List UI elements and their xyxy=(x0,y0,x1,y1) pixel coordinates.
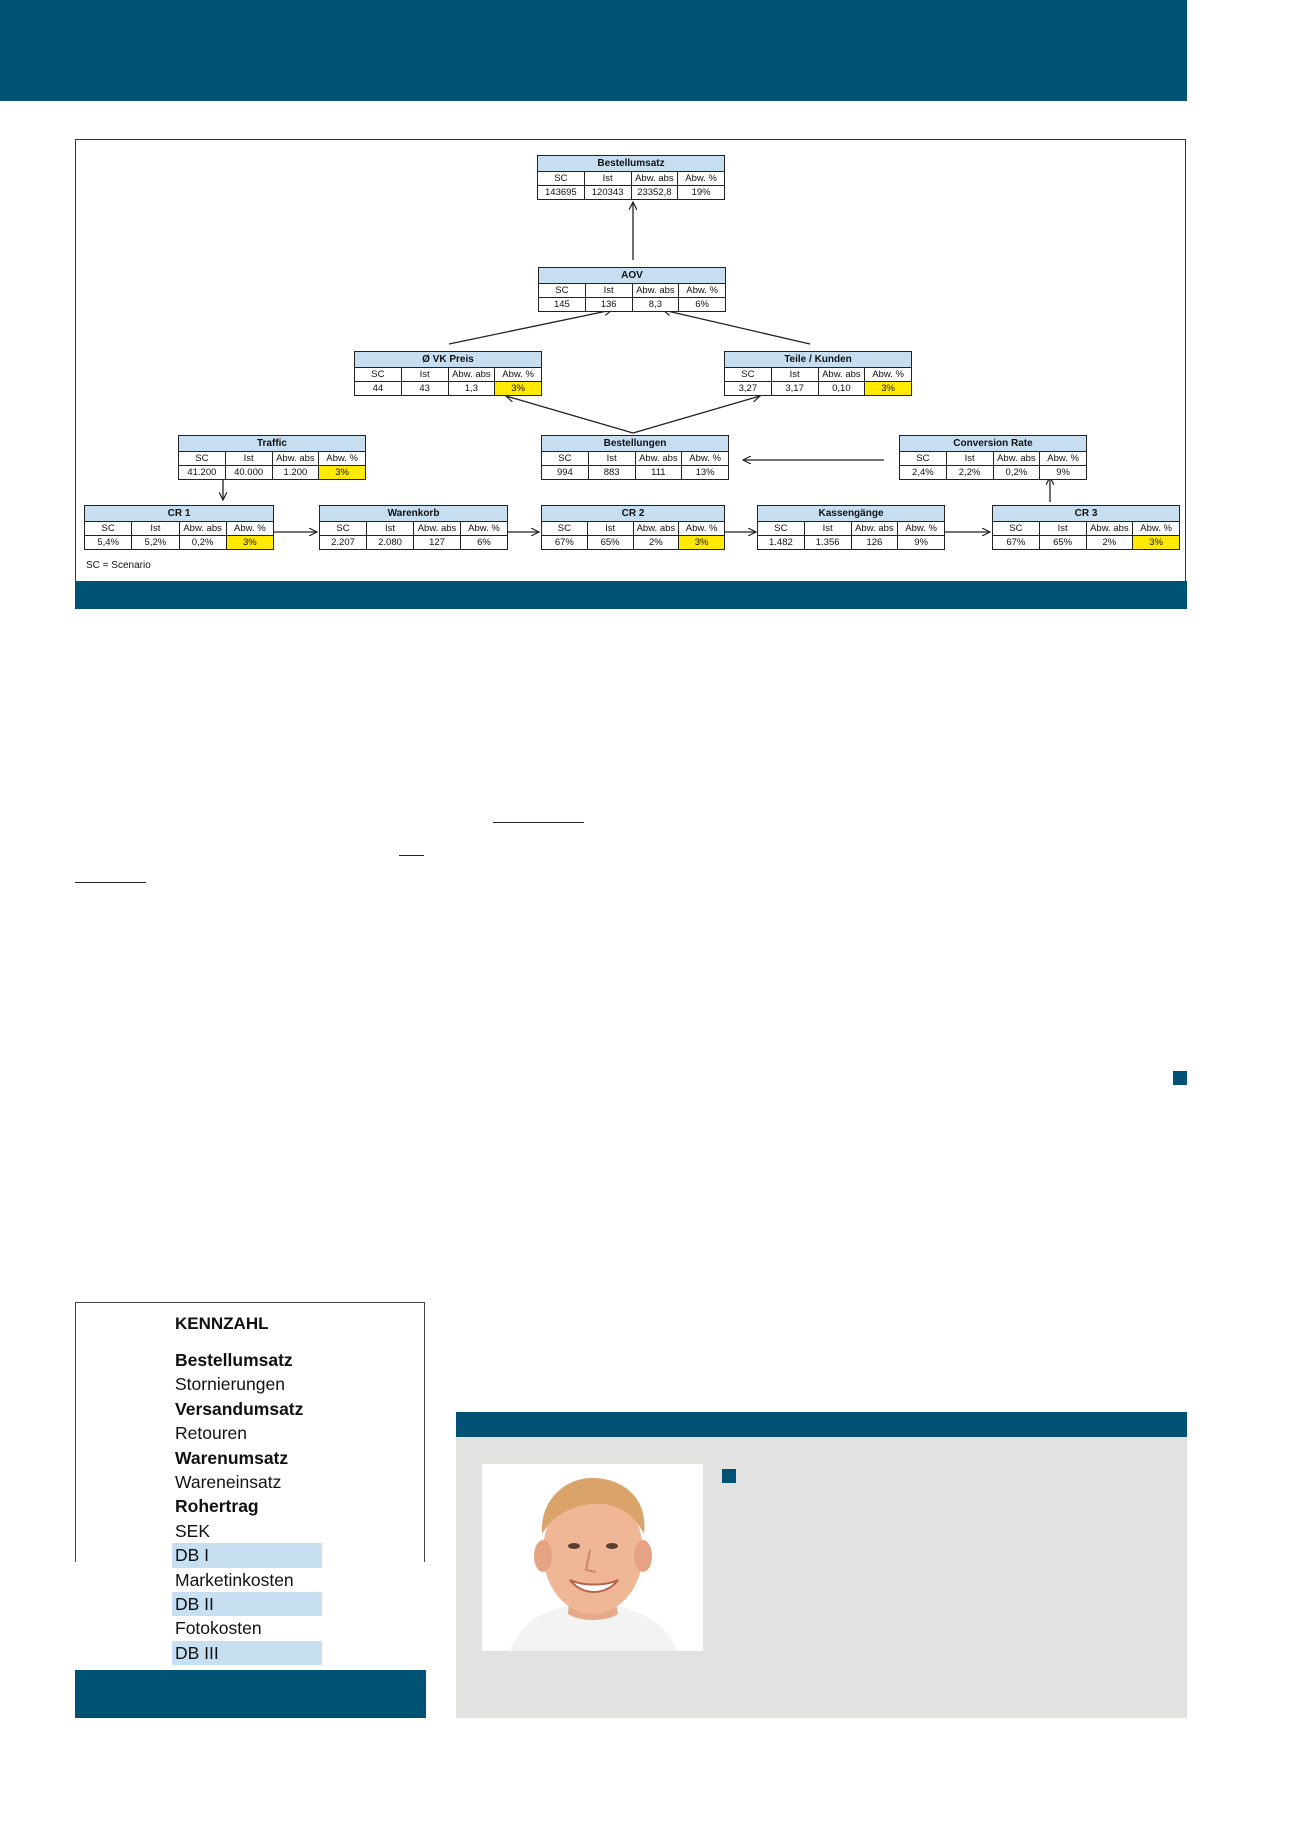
value-abw-pct: 3% xyxy=(1132,536,1179,549)
kpi-box-title: Ø VK Preis xyxy=(355,352,541,368)
underline-mark xyxy=(399,855,424,856)
kpi-box-title: CR 2 xyxy=(542,506,724,522)
value-abw-abs: 0,2% xyxy=(179,536,226,549)
value-ist: 65% xyxy=(587,536,633,549)
value-abw-abs: 2% xyxy=(633,536,679,549)
col-abw-pct-header: Abw. % xyxy=(681,452,728,465)
kennzahl-item: DB II xyxy=(172,1592,322,1616)
col-abw-pct-header: Abw. % xyxy=(1132,522,1179,535)
col-abw-abs-header: Abw. abs xyxy=(993,452,1040,465)
value-ist: 43 xyxy=(401,382,448,395)
value-abw-pct: 3% xyxy=(864,382,911,395)
col-sc-header: SC xyxy=(555,285,569,296)
value-sc: 143695 xyxy=(545,187,577,198)
col-sc-header: SC xyxy=(557,523,571,534)
col-abw-abs-header: Abw. abs xyxy=(179,522,226,535)
col-abw-pct-header: Abw. % xyxy=(678,284,725,297)
col-abw-pct-header: Abw. % xyxy=(678,522,724,535)
author-portrait xyxy=(482,1464,703,1651)
value-sc: 3,27 xyxy=(738,383,758,394)
kennzahl-item: Warenumsatz xyxy=(175,1447,289,1468)
value-ist: 883 xyxy=(588,466,635,479)
value-sc: 44 xyxy=(372,383,384,394)
kpi-box-title: AOV xyxy=(539,268,725,284)
col-ist-header: Ist xyxy=(585,284,632,297)
col-ist-header: Ist xyxy=(584,172,631,185)
col-abw-abs-header: Abw. abs xyxy=(413,522,460,535)
kpi-box-title: CR 3 xyxy=(993,506,1179,522)
author-bio-header-bar xyxy=(456,1412,1187,1437)
col-ist-header: Ist xyxy=(588,452,635,465)
kennzahl-item: Stornierungen xyxy=(175,1374,285,1395)
figure-caption-bar xyxy=(75,581,1187,609)
value-sc: 994 xyxy=(556,467,573,478)
kpi-box-traffic xyxy=(178,435,366,480)
kennzahl-item: DB I xyxy=(172,1543,322,1567)
col-abw-abs-header: Abw. abs xyxy=(635,452,682,465)
value-abw-abs: 23352,8 xyxy=(631,186,678,199)
kennzahl-title: KENNZAHL xyxy=(175,1314,269,1333)
underline-mark xyxy=(493,822,584,823)
kpi-box-kassengaenge xyxy=(757,505,945,550)
col-abw-abs-header: Abw. abs xyxy=(448,368,495,381)
col-abw-abs-header: Abw. abs xyxy=(818,368,865,381)
value-abw-abs: 0,10 xyxy=(818,382,865,395)
col-abw-pct-header: Abw. % xyxy=(226,522,273,535)
value-abw-pct: 9% xyxy=(897,536,944,549)
value-sc: 67% xyxy=(554,537,574,548)
value-abw-abs: 127 xyxy=(413,536,460,549)
value-abw-abs: 0,2% xyxy=(993,466,1040,479)
col-sc-header: SC xyxy=(916,453,930,464)
col-abw-pct-header: Abw. % xyxy=(494,368,541,381)
col-ist-header: Ist xyxy=(225,452,272,465)
col-sc-header: SC xyxy=(371,369,385,380)
value-abw-abs: 126 xyxy=(851,536,898,549)
kennzahl-item: Rohertrag xyxy=(175,1496,259,1517)
value-sc: 5,4% xyxy=(97,537,119,548)
col-ist-header: Ist xyxy=(131,522,178,535)
col-ist-header: Ist xyxy=(804,522,851,535)
col-sc-header: SC xyxy=(195,453,209,464)
kpi-box-title: Bestellungen xyxy=(542,436,728,452)
value-abw-abs: 1,3 xyxy=(448,382,495,395)
col-sc-header: SC xyxy=(554,173,568,184)
col-ist-header: Ist xyxy=(946,452,993,465)
col-abw-abs-header: Abw. abs xyxy=(632,284,679,297)
col-ist-header: Ist xyxy=(1039,522,1086,535)
col-abw-pct-header: Abw. % xyxy=(677,172,724,185)
col-abw-abs-header: Abw. abs xyxy=(631,172,678,185)
kennzahl-item: Wareneinsatz xyxy=(175,1471,282,1492)
kennzahl-item: Marketinkosten xyxy=(175,1569,294,1590)
col-abw-pct-header: Abw. % xyxy=(318,452,365,465)
kpi-box-title: Warenkorb xyxy=(320,506,507,522)
value-abw-pct: 19% xyxy=(677,186,724,199)
value-abw-pct: 3% xyxy=(678,536,724,549)
col-abw-pct-header: Abw. % xyxy=(864,368,911,381)
author-bio-marker xyxy=(722,1469,736,1483)
kpi-box-conversion-rate xyxy=(899,435,1087,480)
value-abw-abs: 8,3 xyxy=(632,298,679,311)
value-abw-pct: 6% xyxy=(460,536,507,549)
kpi-box-bestellumsatz xyxy=(537,155,725,200)
value-abw-pct: 3% xyxy=(494,382,541,395)
kpi-box-title: Bestellumsatz xyxy=(538,156,724,172)
value-ist: 3,17 xyxy=(771,382,818,395)
col-abw-abs-header: Abw. abs xyxy=(851,522,898,535)
underline-mark xyxy=(75,882,146,883)
value-ist: 136 xyxy=(585,298,632,311)
col-abw-abs-header: Abw. abs xyxy=(272,452,319,465)
kennzahl-caption-bar xyxy=(75,1670,426,1718)
header-bar xyxy=(0,0,1187,101)
col-abw-abs-header: Abw. abs xyxy=(633,522,679,535)
kpi-box-title: Traffic xyxy=(179,436,365,452)
kennzahl-item: Fotokosten xyxy=(175,1618,262,1639)
col-ist-header: Ist xyxy=(771,368,818,381)
kpi-box-bestellungen xyxy=(541,435,729,480)
kennzahl-item: Versandumsatz xyxy=(175,1398,304,1419)
col-sc-header: SC xyxy=(101,523,115,534)
col-sc-header: SC xyxy=(741,369,755,380)
kpi-box-title: Kassengänge xyxy=(758,506,944,522)
value-sc: 145 xyxy=(553,299,570,310)
value-abw-pct: 3% xyxy=(226,536,273,549)
col-sc-header: SC xyxy=(1009,523,1023,534)
value-sc: 67% xyxy=(1006,537,1026,548)
col-ist-header: Ist xyxy=(401,368,448,381)
portrait-illustration xyxy=(482,1464,703,1651)
kpi-box-title: CR 1 xyxy=(85,506,273,522)
value-abw-pct: 6% xyxy=(678,298,725,311)
kpi-box-warenkorb xyxy=(319,505,508,550)
col-abw-abs-header: Abw. abs xyxy=(1086,522,1133,535)
kennzahl-item: DB III xyxy=(172,1641,322,1665)
col-abw-pct-header: Abw. % xyxy=(460,522,507,535)
value-abw-pct: 3% xyxy=(318,466,365,479)
kpi-box-cr1 xyxy=(84,505,274,550)
kennzahl-item: SEK xyxy=(175,1520,211,1541)
col-sc-header: SC xyxy=(558,453,572,464)
value-ist: 40.000 xyxy=(225,466,272,479)
value-ist: 2.080 xyxy=(366,536,413,549)
kpi-box-teile-kunden xyxy=(724,351,912,396)
kennzahl-item: Bestellumsatz xyxy=(175,1350,293,1370)
kennzahl-list xyxy=(172,1348,322,1665)
col-abw-pct-header: Abw. % xyxy=(1039,452,1086,465)
value-sc: 1.482 xyxy=(768,537,793,548)
value-abw-pct: 9% xyxy=(1039,466,1086,479)
value-abw-abs: 111 xyxy=(635,466,682,479)
kpi-box-vk-preis xyxy=(354,351,542,396)
col-sc-header: SC xyxy=(774,523,788,534)
value-abw-abs: 1.200 xyxy=(272,466,319,479)
kpi-box-title: Conversion Rate xyxy=(900,436,1086,452)
kennzahl-item: Retouren xyxy=(175,1423,247,1444)
value-ist: 120343 xyxy=(584,186,631,199)
kpi-box-aov xyxy=(538,267,726,312)
kpi-box-title: Teile / Kunden xyxy=(725,352,911,368)
value-sc: 41.200 xyxy=(187,467,217,478)
col-ist-header: Ist xyxy=(587,522,633,535)
value-ist: 65% xyxy=(1039,536,1086,549)
kpi-box-cr2 xyxy=(541,505,725,550)
col-sc-header: SC xyxy=(336,523,350,534)
kpi-box-cr3 xyxy=(992,505,1180,550)
value-abw-pct: 13% xyxy=(681,466,728,479)
col-abw-pct-header: Abw. % xyxy=(897,522,944,535)
value-ist: 2,2% xyxy=(946,466,993,479)
value-ist: 1.356 xyxy=(804,536,851,549)
figure-footnote: SC = Scenario xyxy=(86,560,151,571)
value-ist: 5,2% xyxy=(131,536,178,549)
value-abw-abs: 2% xyxy=(1086,536,1133,549)
end-of-article-marker xyxy=(1173,1071,1187,1085)
value-sc: 2.207 xyxy=(331,537,355,548)
value-sc: 2,4% xyxy=(912,467,934,478)
col-ist-header: Ist xyxy=(366,522,413,535)
